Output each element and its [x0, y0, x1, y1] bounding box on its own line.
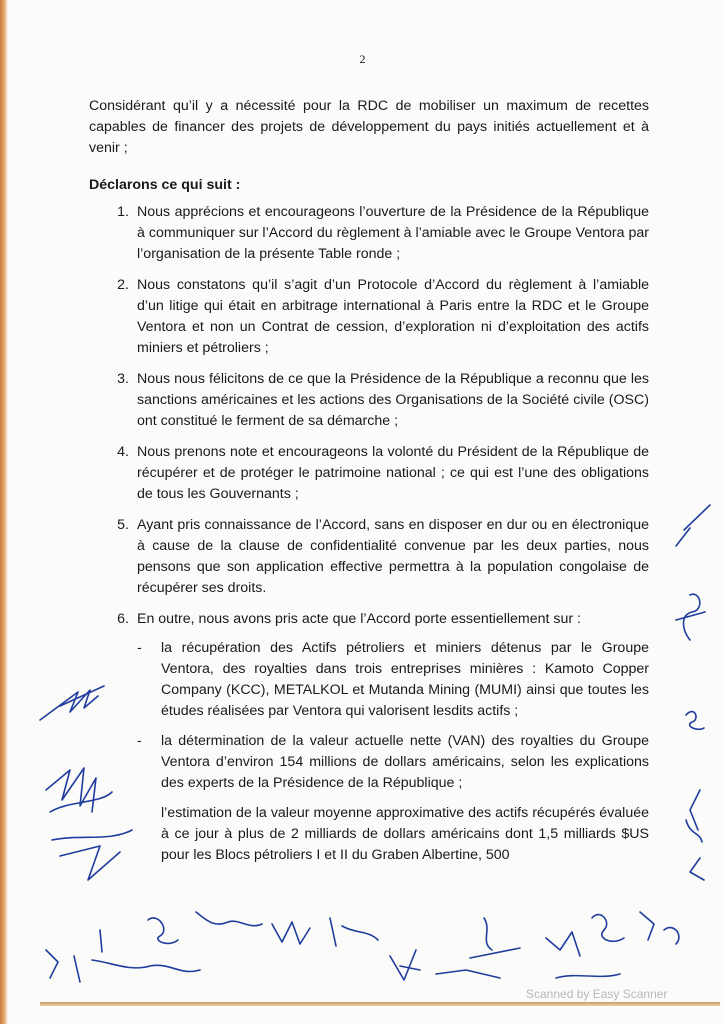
list-item [89, 515, 649, 599]
signature-bottom-12 [556, 974, 620, 978]
sub-list-item [137, 731, 649, 794]
item-number: 3. [117, 371, 129, 387]
scan-left-edge [0, 0, 8, 1024]
item-number: 5. [117, 517, 129, 533]
signature-bottom-3 [148, 918, 178, 943]
sub-item-dash: - [137, 640, 142, 656]
sub-item-dash [137, 803, 161, 866]
signature-right-2 [676, 594, 705, 640]
signature-bottom-2 [92, 930, 200, 972]
signature-right-1 [676, 505, 710, 546]
sub-item-text: l’estimation de la valeur moyenne approximative des actifs récupérés évaluée à ce jour à plus de 2 milliards de dollars américains dont 1,5 milliards $US pour les Blocs pétroliers I et II du Graben Albertine, 500 [161, 805, 649, 863]
signature-bottom-7 [390, 950, 420, 980]
list-item [89, 369, 649, 432]
signature-bottom-11 [592, 915, 624, 942]
list-item [89, 202, 649, 265]
sub-item-list [137, 638, 649, 866]
item-number: 6. [117, 611, 129, 627]
sub-list-item [137, 638, 649, 722]
scan-bottom-edge [40, 1002, 720, 1006]
item-text: En outre, nous avons pris acte que l’Accord porte essentiellement sur : [137, 611, 581, 627]
item-text: Nous constatons qu’il s’agit d’un Protocole d’Accord du règlement à l’amiable d’un litige qui était en arbitrage international à Paris entre la RDC et le Groupe Ventora et non un Contrat de cession, d’exploration ni d’exploitation des actifs miniers et pétroliers ; [137, 277, 649, 356]
item-text: Nous apprécions et encourageons l’ouverture de la Présidence de la République à communiquer sur l’Accord du règlement à l’amiable avec le Groupe Ventora par l’organisation de la présente Table ronde ; [137, 204, 649, 262]
signature-right-3 [686, 712, 704, 730]
signature-bottom-9 [436, 970, 500, 978]
item-text-block [137, 609, 649, 875]
signature-bottom-13 [640, 912, 679, 944]
sub-list-item [137, 803, 649, 866]
item-number: 2. [117, 277, 129, 293]
list-item [89, 442, 649, 505]
signature-bottom-10 [546, 932, 580, 956]
signature-right-5 [690, 858, 704, 880]
item-number: 1. [117, 204, 129, 220]
declaration-list [89, 202, 649, 875]
item-text: Nous nous félicitons de ce que la Présidence de la République a reconnu que les sanctions américaines et les actions des Organisations de la Société civile (OSC) ont constitué le ferment de sa démarche ; [137, 371, 649, 429]
sub-item-text: la détermination de la valeur actuelle nette (VAN) des royalties du Groupe Ventora d’environ 154 millions de dollars américains, selon les explications des experts de la Présidence de la République ; [161, 733, 649, 791]
sub-item-dash: - [137, 733, 142, 749]
document-body [89, 96, 649, 885]
signature-bottom-4 [196, 912, 262, 926]
page-number: 2 [359, 52, 366, 66]
item-text: Nous prenons note et encourageons la volonté du Président de la République de récupérer et de protéger le patrimoine national ; ce qui est l’une des obligations de tous les Gouvernants ; [137, 444, 649, 502]
declaration-heading: Déclarons ce qui suit : [89, 177, 241, 193]
signature-right-4 [686, 790, 702, 842]
sub-item-text: la récupération des Actifs pétroliers et miniers détenus par le Groupe Ventora, des royalties dans trois entreprises minières : Kamoto Copper Company (KCC), METALKOL et Mutanda Mining (MUMI) ainsi que toutes les études réalisées par Ventora qui valorisent lesdits actifs ; [161, 640, 649, 719]
signature-bottom-8 [470, 918, 520, 958]
scanner-watermark: Scanned by Easy Scanner [526, 987, 668, 1001]
signature-bottom-6 [330, 918, 378, 946]
signature-bottom-1 [46, 950, 80, 982]
list-item [89, 609, 649, 875]
signature-bottom-5 [272, 922, 310, 944]
item-number: 4. [117, 444, 129, 460]
intro-paragraph: Considérant qu’il y a nécessité pour la RDC de mobiliser un maximum de recettes capables de financer des projets de développement du pays initiés actuellement et à venir ; [89, 98, 649, 156]
list-item [89, 275, 649, 359]
item-text: Ayant pris connaissance de l’Accord, sans en disposer en dur ou en électronique à cause de la clause de confidentialité convenue par les deux parties, nous pensons que son application effective permettra à la population congolaise de récupérer ses droits. [137, 517, 649, 596]
